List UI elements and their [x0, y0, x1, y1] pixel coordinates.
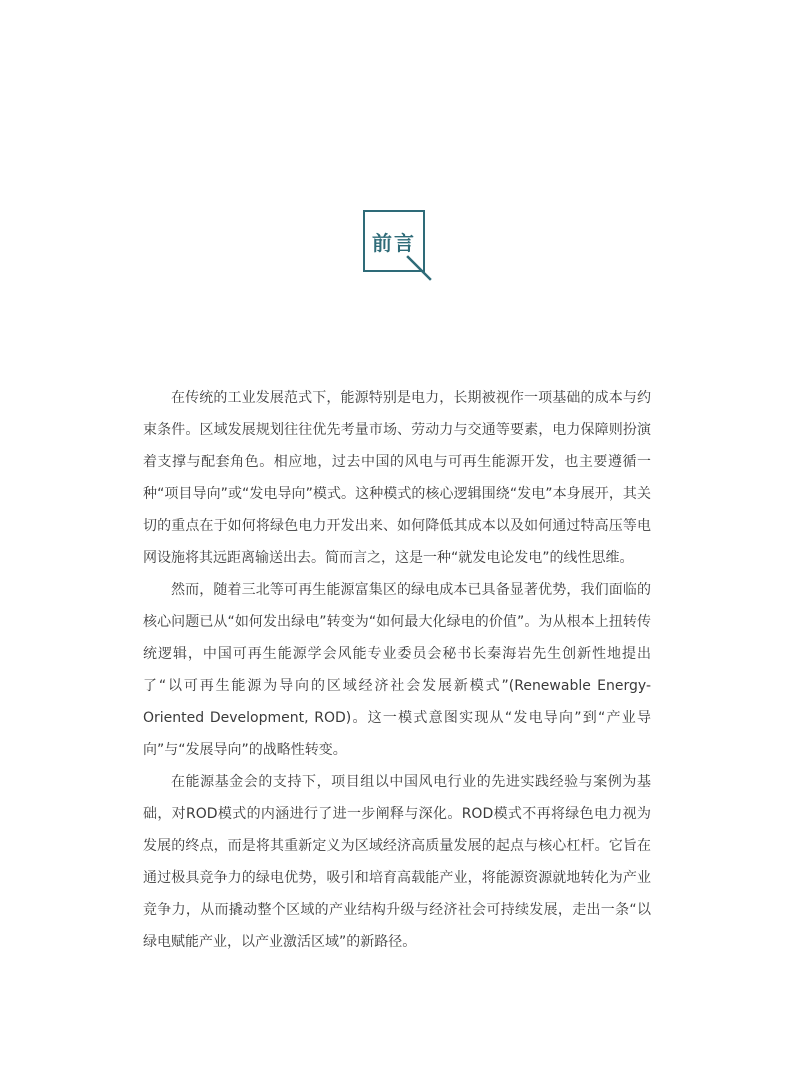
section-title: 前言 — [372, 230, 416, 255]
paragraph-2: 然而，随着三北等可再生能源富集区的绿电成本已具备显著优势，我们面临的核心问题已从“如何发出绿电”转变为“如何最大化绿电的价值”。为从根本上扭转传统逻辑，中国可再生能源学会风能专业委员会秘书长秦海岩先生创新性地提出了“以可再生能源为导向的区域经济社会发展新模式”(Renewable Energy-Oriented Development, ROD)。这一模式意图实现从“发电导向”到“产业导向”与“发展导向”的战略性转变。 — [143, 582, 651, 758]
title-corner-slash-icon — [406, 255, 436, 285]
paragraph-1: 在传统的工业发展范式下，能源特别是电力，长期被视作一项基础的成本与约束条件。区域发展规划往往优先考量市场、劳动力与交通等要素，电力保障则扮演着支撑与配套角色。相应地，过去中国的风电与可再生能源开发，也主要遵循一种“项目导向”或“发电导向”模式。这种模式的核心逻辑围绕“发电”本身展开，其关切的重点在于如何将绿色电力开发出来、如何降低其成本以及如何通过特高压等电网设施将其远距离输送出去。简而言之，这是一种“就发电论发电”的线性思维。 — [143, 390, 651, 566]
paragraph-3: 在能源基金会的支持下，项目组以中国风电行业的先进实践经验与案例为基础，对ROD模式的内涵进行了进一步阐释与深化。ROD模式不再将绿色电力视为发展的终点，而是将其重新定义为区域经济高质量发展的起点与核心杠杆。它旨在通过极具竞争力的绿电优势，吸引和培育高载能产业，将能源资源就地转化为产业竞争力，从而撬动整个区域的产业结构升级与经济社会可持续发展，走出一条“以绿电赋能产业，以产业激活区域”的新路径。 — [143, 774, 651, 950]
preface-body — [143, 382, 651, 958]
